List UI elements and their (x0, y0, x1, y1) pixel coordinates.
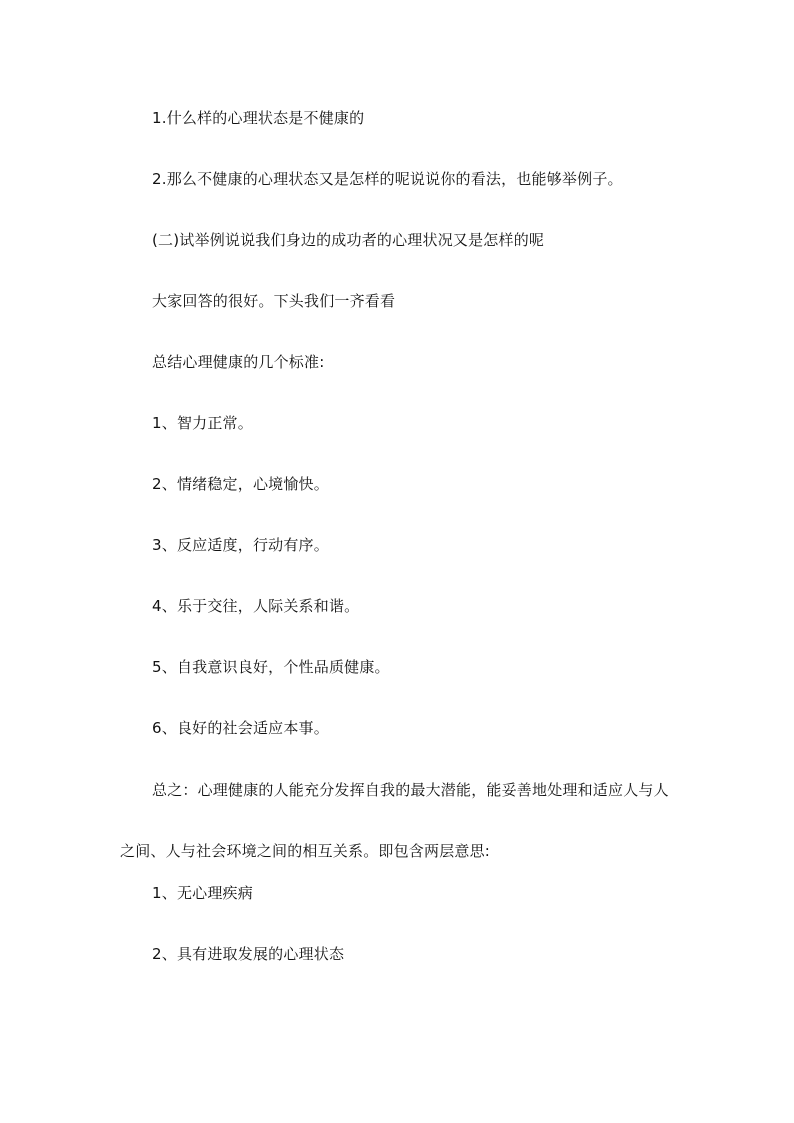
paragraph-question-2: 2.那么不健康的心理状态又是怎样的呢说说你的看法，也能够举例子。 (152, 170, 623, 188)
meaning-item-1: 1、无心理疾病 (152, 884, 253, 902)
meaning-item-2: 2、具有进取发展的心理状态 (152, 945, 345, 963)
paragraph-summary: 总之：心理健康的人能充分发挥自我的最大潜能，能妥善地处理和适应人与人之间、人与社会环境之间的相互关系。即包含两层意思: (120, 781, 669, 860)
standard-item-1: 1、智力正常。 (152, 414, 253, 432)
paragraph-question-1: 1.什么样的心理状态是不健康的 (152, 109, 365, 127)
standard-item-6: 6、良好的社会适应本事。 (152, 719, 329, 737)
standard-item-5: 5、自我意识良好，个性品质健康。 (152, 658, 390, 676)
standard-item-4: 4、乐于交往，人际关系和谐。 (152, 597, 360, 615)
paragraph-response: 大家回答的很好。下头我们一齐看看 (152, 292, 396, 310)
paragraph-standards-heading: 总结心理健康的几个标准: (152, 353, 325, 371)
standard-item-2: 2、情绪稳定，心境愉快。 (152, 475, 329, 493)
standard-item-3: 3、反应适度，行动有序。 (152, 536, 329, 554)
paragraph-question-3: (二)试举例说说我们身边的成功者的心理状况又是怎样的呢 (152, 231, 545, 249)
